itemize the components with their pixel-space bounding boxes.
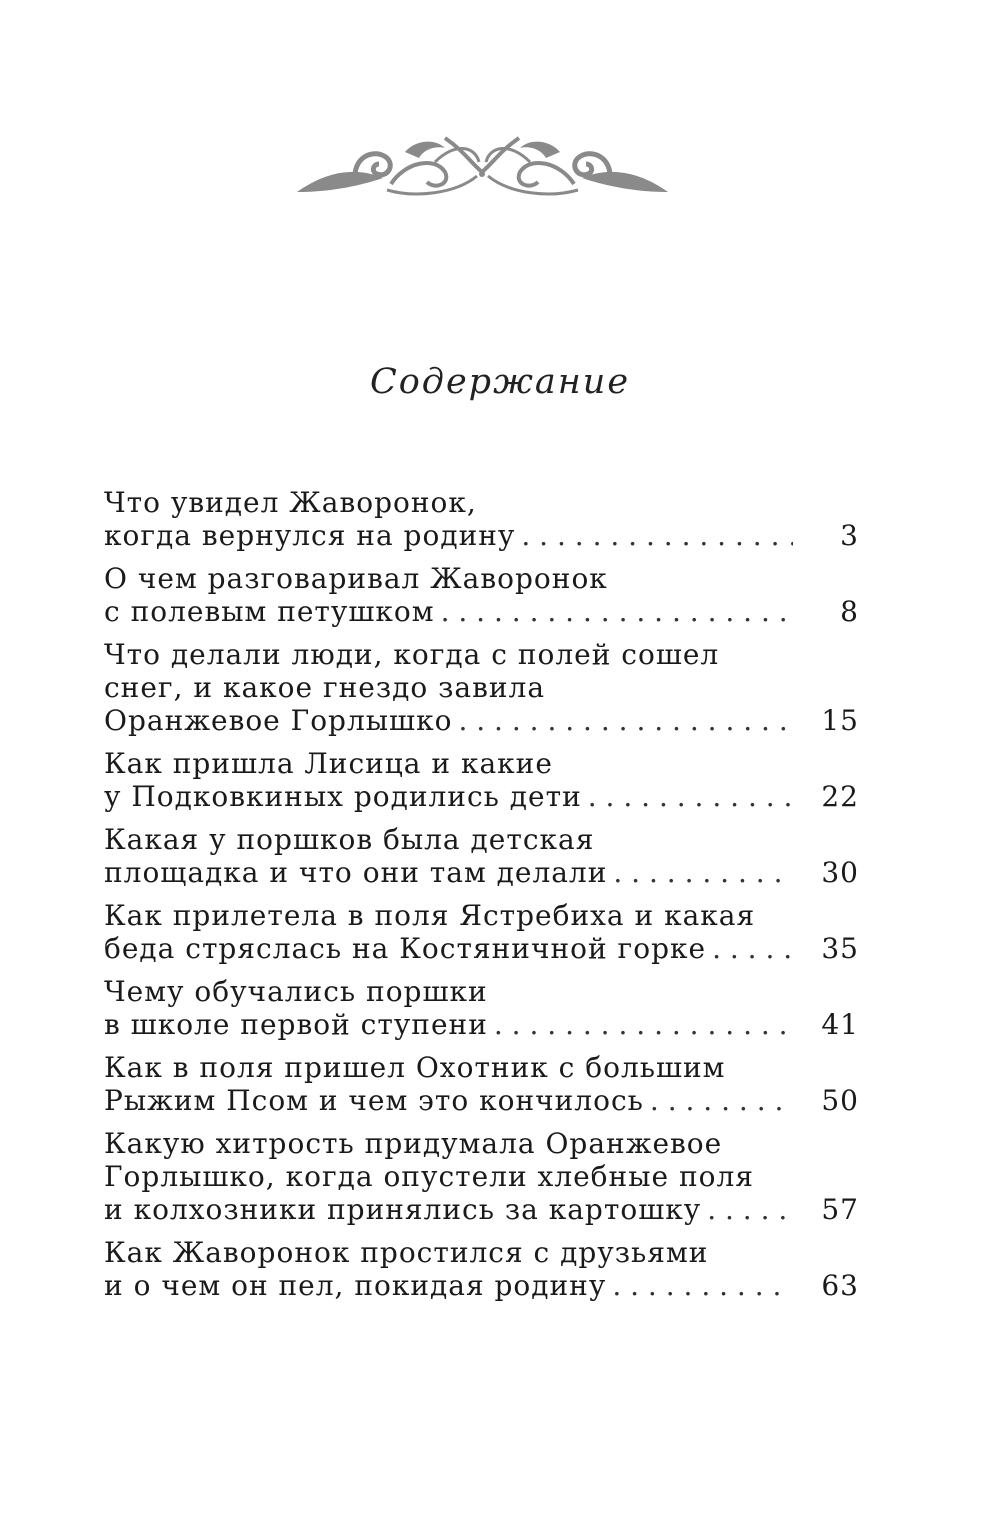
toc-entry-title-line: Как Жаворонок простился с друзьями (104, 1236, 709, 1269)
toc-entry-last-line (104, 856, 859, 889)
page-number: 3 (840, 519, 859, 552)
dot-leader (712, 932, 793, 965)
toc-entry-title-line: и о чем он пел, покидая родину (104, 1269, 607, 1302)
toc-entry-title-line: О чем разговаривал Жаворонок (104, 562, 608, 595)
toc-entry-title-line: с полевым петушком (104, 595, 435, 628)
toc-entry-title-line: Рыжим Псом и чем это кончилось (104, 1084, 644, 1117)
toc-entry-last-line (104, 595, 859, 628)
toc-entry-title-line: Горлышко, когда опустели хлебные поля (104, 1160, 754, 1193)
page-number: 22 (821, 780, 859, 813)
toc-entry-title-line: и колхозники принялись за картошку (104, 1193, 702, 1226)
toc-entry[interactable] (104, 1127, 859, 1226)
toc-entry-last-line (104, 704, 859, 737)
dot-leader (707, 1193, 793, 1226)
toc-entry-title-line: у Подковкиных родились дети (104, 780, 582, 813)
toc-entry[interactable] (104, 638, 859, 737)
toc-entry[interactable] (104, 975, 859, 1041)
toc-entry-title-line: Чему обучались поршки (104, 975, 488, 1008)
page-number: 57 (821, 1193, 859, 1226)
toc-entry[interactable] (104, 823, 859, 889)
dot-leader (650, 1084, 793, 1117)
toc-entry-title-line: Что делали люди, когда с полей сошел (104, 638, 720, 671)
toc-entry-title-line: Какую хитрость придумала Оранжевое (104, 1127, 723, 1160)
page-number: 50 (821, 1084, 859, 1117)
toc-entry-last-line (104, 932, 859, 965)
dot-leader (612, 1269, 793, 1302)
toc-entry-last-line (104, 1008, 859, 1041)
toc-entry[interactable] (104, 747, 859, 813)
toc-entry[interactable] (104, 1051, 859, 1117)
page-number: 35 (821, 932, 859, 965)
floral-vignette-icon (295, 132, 670, 207)
toc-entry-title-line: Какая у поршков была детская (104, 823, 595, 856)
toc-entry-title-line: беда стряслась на Костяничной горке (104, 932, 707, 965)
page-number: 15 (821, 704, 859, 737)
toc-entry-title-line: Оранжевое Горлышко (104, 704, 453, 737)
dot-leader (441, 595, 793, 628)
toc-entry-title-line: в школе первой ступени (104, 1008, 488, 1041)
dot-leader (521, 519, 793, 552)
page-title: Содержание (369, 362, 631, 402)
dot-leader (494, 1008, 793, 1041)
toc-entry-last-line (104, 519, 859, 552)
page-number: 30 (821, 856, 859, 889)
toc-entry-last-line (104, 1193, 859, 1226)
toc-entry-title-line: когда вернулся на родину (104, 519, 516, 552)
page-number: 8 (840, 595, 859, 628)
toc-entry-title-line: площадка и что они там делали (104, 856, 608, 889)
page-number: 63 (821, 1269, 859, 1302)
toc-entry-last-line (104, 1084, 859, 1117)
toc-entry-title-line: Как в поля пришел Охотник с большим (104, 1051, 726, 1084)
dot-leader (613, 856, 793, 889)
toc-entry-title-line: снег, и какое гнездо завила (104, 671, 546, 704)
toc-entry-last-line (104, 1269, 859, 1302)
toc-entry[interactable] (104, 486, 859, 552)
toc-entry[interactable] (104, 1236, 859, 1302)
toc-entry[interactable] (104, 562, 859, 628)
dot-leader (588, 780, 793, 813)
toc-entry[interactable] (104, 899, 859, 965)
toc-entry-title-line: Как пришла Лисица и какие (104, 747, 553, 780)
toc-entry-title-line: Что увидел Жаворонок, (104, 486, 477, 519)
table-of-contents (104, 486, 859, 1312)
toc-entry-last-line (104, 780, 859, 813)
toc-entry-title-line: Как прилетела в поля Ястребиха и какая (104, 899, 756, 932)
page-number: 41 (821, 1008, 859, 1041)
dot-leader (458, 704, 793, 737)
